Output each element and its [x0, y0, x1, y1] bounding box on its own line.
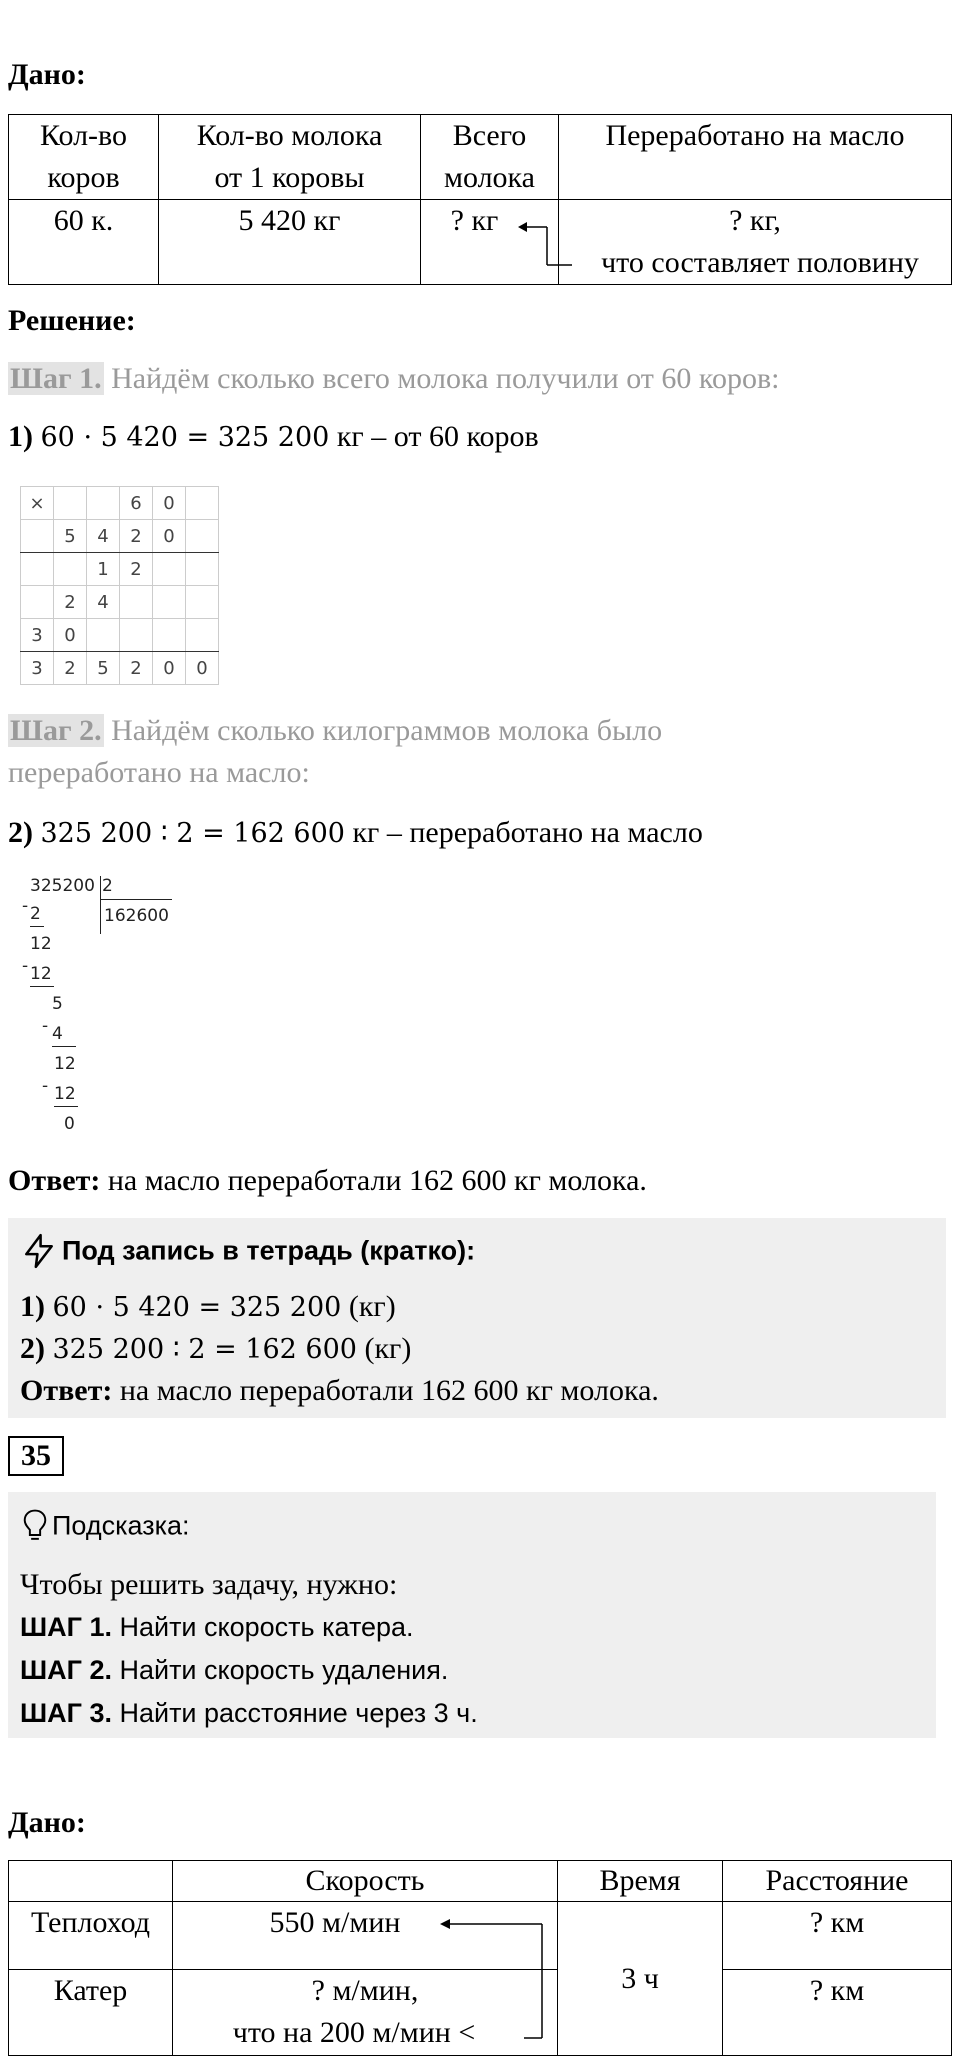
grid-cell: 2	[120, 652, 153, 685]
cell-processed: ? кг, что составляет половину	[559, 200, 952, 285]
grid-cell	[186, 487, 219, 520]
expr-1: 60 · 5 420 = 325 200	[40, 422, 330, 453]
grid-cell: 3	[21, 619, 54, 652]
step2-line: Шаг 2. Найдём сколько килограммов молока было	[10, 714, 663, 747]
hint-step-1: ШАГ 1. Найти скорость катера.	[20, 1612, 414, 1642]
notebook-answer: Ответ: на масло переработали 162 600 кг молока.	[20, 1374, 659, 1407]
half-arrow-connector	[515, 216, 575, 276]
expr-2: 325 200 ∶ 2 = 162 600	[40, 818, 345, 849]
calc-line-1: 1) 60 · 5 420 = 325 200 кг – от 60 коров	[8, 420, 539, 453]
row-boat: Катер	[9, 1970, 173, 2056]
divisor: 2	[102, 876, 113, 896]
multiplication-grid	[20, 486, 219, 685]
cell-ship-speed: 550 м/мин	[173, 1902, 558, 1970]
grid-cell	[153, 619, 186, 652]
cell-ship-distance: ? км	[723, 1902, 952, 1970]
header-distance: Расстояние	[723, 1861, 952, 1902]
grid-cell: 2	[120, 553, 153, 586]
grid-row	[21, 487, 219, 520]
calc-line-2: 2) 325 200 ∶ 2 = 162 600 кг – переработано на масло	[8, 816, 703, 849]
answer-line: Ответ: на масло переработали 162 600 кг молока.	[8, 1164, 647, 1197]
lightning-icon	[20, 1232, 58, 1270]
header-milk-per-cow: Кол-во молока от 1 коровы	[159, 115, 421, 200]
grid-cell	[87, 487, 120, 520]
grid-cell: 4	[87, 520, 120, 553]
grid-cell	[186, 586, 219, 619]
grid-cell: 5	[54, 520, 87, 553]
hint-title-row	[22, 1508, 190, 1544]
grid-cell: 2	[120, 520, 153, 553]
grid-cell	[153, 586, 186, 619]
step1-label: Шаг 1.	[10, 362, 102, 395]
grid-cell	[87, 619, 120, 652]
cell-cows: 60 к.	[9, 200, 159, 285]
grid-cell: 0	[54, 619, 87, 652]
row-ship: Теплоход	[9, 1902, 173, 1970]
hint-title: Подсказка:	[52, 1510, 190, 1541]
header-cows: Кол-во коров	[9, 115, 159, 200]
grid-cell: 4	[87, 586, 120, 619]
cell-boat-distance: ? км	[723, 1970, 952, 2056]
step2-label: Шаг 2.	[10, 714, 102, 747]
grid-cell	[186, 553, 219, 586]
grid-cell: 0	[186, 652, 219, 685]
grid-cell	[153, 553, 186, 586]
cell-time: 3 ч	[558, 1902, 723, 2056]
grid-cell: 0	[153, 652, 186, 685]
hint-step-3: ШАГ 3. Найти расстояние через 3 ч.	[20, 1698, 478, 1728]
grid-cell: 0	[153, 520, 186, 553]
solution-heading: Решение:	[8, 304, 136, 337]
grid-cell	[186, 520, 219, 553]
grid-row	[21, 553, 219, 586]
cell-boat-speed: ? м/мин, что на 200 м/мин <	[173, 1970, 558, 2056]
grid-cell: 2	[54, 586, 87, 619]
cell-milk-per-cow: 5 420 кг	[159, 200, 421, 285]
grid-cell	[21, 520, 54, 553]
grid-cell: 5	[87, 652, 120, 685]
dividend: 325200	[30, 876, 95, 896]
grid-row	[21, 652, 219, 685]
speed-arrow-connector	[436, 1910, 546, 2044]
grid-cell	[186, 619, 219, 652]
header-processed: Переработано на масло	[559, 115, 952, 200]
grid-cell	[21, 586, 54, 619]
grid-cell: 0	[153, 487, 186, 520]
step1-text: Найдём сколько всего молока получили от 60 коров:	[103, 362, 780, 395]
header-total-milk: Всего молока	[421, 115, 559, 200]
notebook-line-1: 1) 60 · 5 420 = 325 200 (кг)	[20, 1290, 396, 1323]
hint-step-2: ШАГ 2. Найти скорость удаления.	[20, 1655, 449, 1685]
header-time: Время	[558, 1861, 723, 1902]
header-speed: Скорость	[173, 1861, 558, 1902]
given-table	[8, 114, 952, 285]
grid-row	[21, 619, 219, 652]
grid-cell	[120, 586, 153, 619]
grid-cell	[120, 619, 153, 652]
grid-cell: ×	[21, 487, 54, 520]
notebook-title: Под запись в тетрадь (кратко):	[62, 1235, 476, 1266]
lightbulb-icon	[22, 1508, 48, 1544]
hint-intro: Чтобы решить задачу, нужно:	[20, 1568, 398, 1601]
grid-cell	[54, 487, 87, 520]
step1-line	[8, 362, 779, 396]
given2-heading: Дано:	[8, 1806, 86, 1839]
cell-total-milk: ? кг	[421, 200, 559, 285]
notebook-line-2: 2) 325 200 ∶ 2 = 162 600 (кг)	[20, 1332, 412, 1365]
notebook-title-row	[20, 1232, 475, 1270]
grid-row	[21, 520, 219, 553]
notebook-box	[8, 1218, 946, 1418]
quotient: 162600	[104, 906, 169, 926]
grid-cell: 1	[87, 553, 120, 586]
hint-box	[8, 1492, 936, 1738]
grid-row	[21, 586, 219, 619]
grid-cell: 6	[120, 487, 153, 520]
step2-line-2: переработано на масло:	[8, 756, 310, 789]
task-number: 35	[8, 1436, 64, 1476]
grid-cell	[21, 553, 54, 586]
grid-cell	[54, 553, 87, 586]
given-heading: Дано:	[8, 58, 86, 91]
grid-cell: 2	[54, 652, 87, 685]
grid-cell: 3	[21, 652, 54, 685]
